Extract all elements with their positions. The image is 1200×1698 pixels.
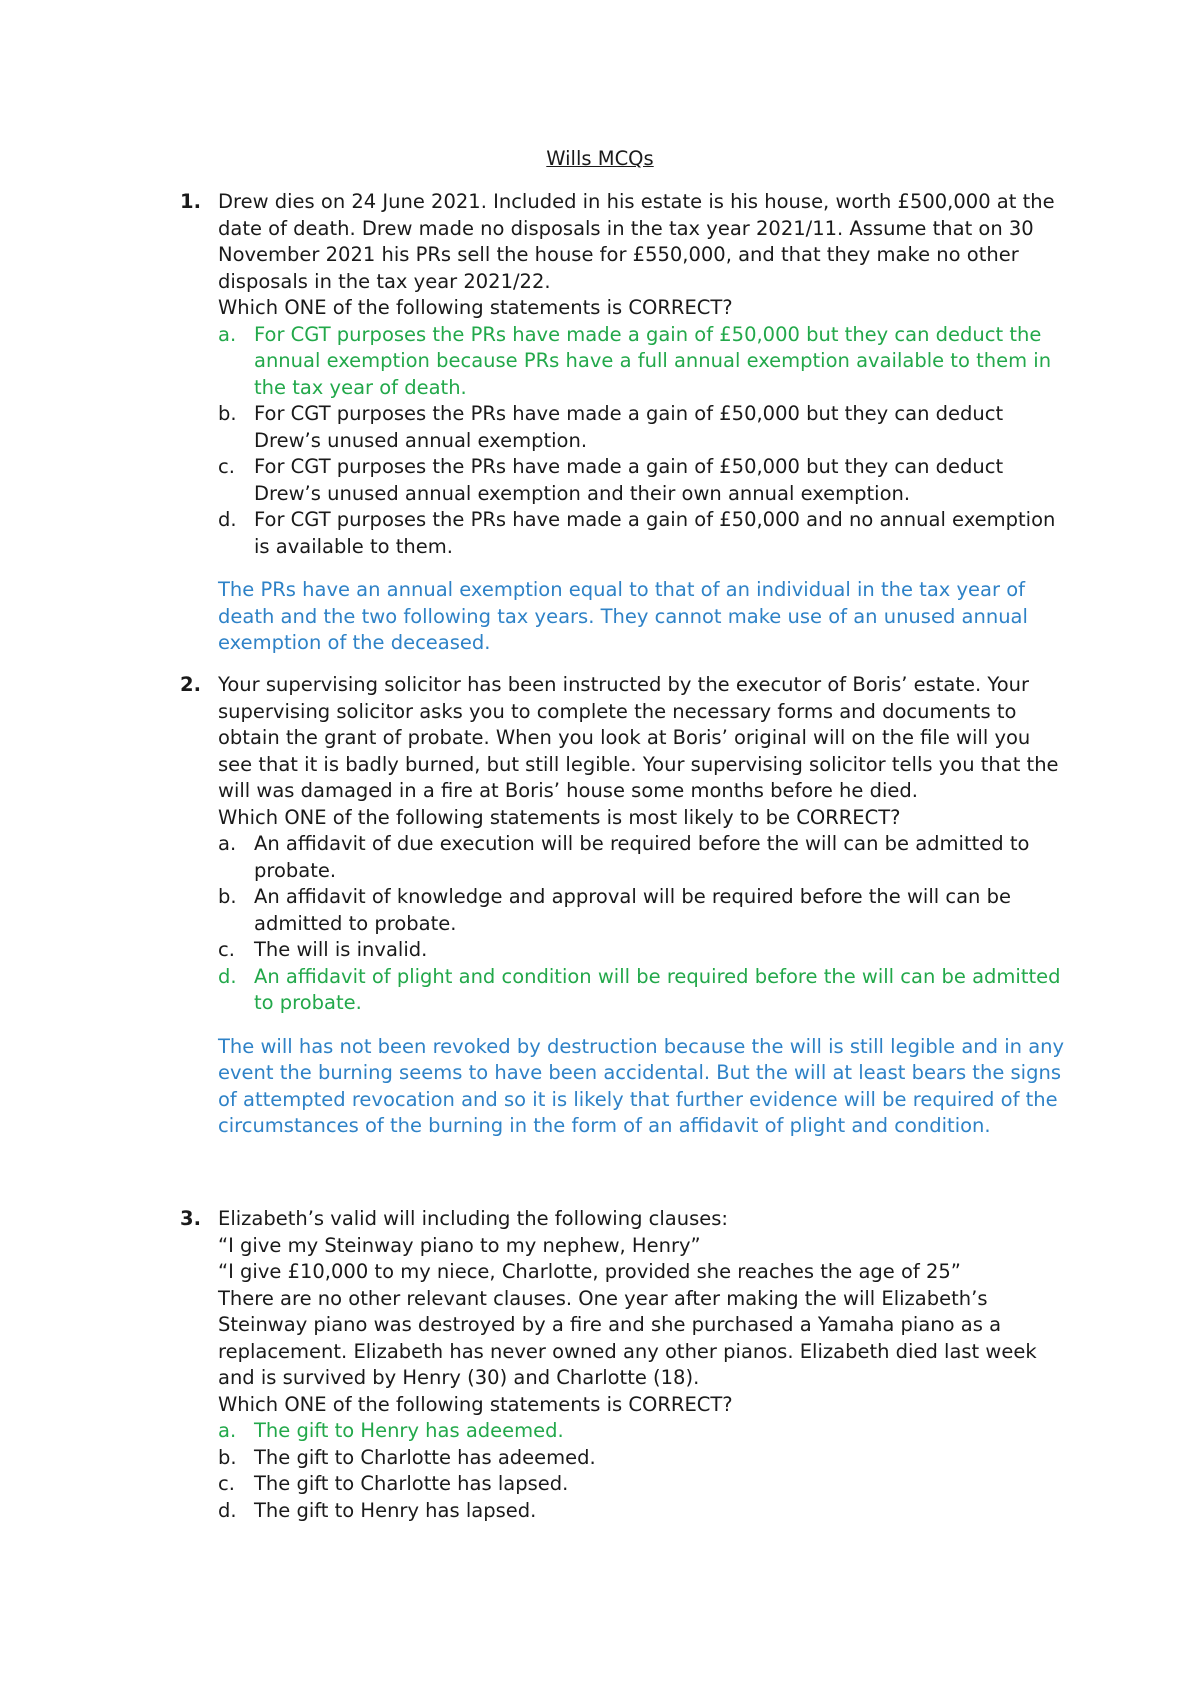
quoted-clause: “I give £10,000 to my niece, Charlotte, provided she reaches the age of 25”: [218, 1260, 961, 1283]
option-letter: d.: [218, 964, 237, 988]
option-letter: d.: [218, 1498, 237, 1522]
option-letter: a.: [218, 832, 237, 855]
option-text: An affidavit of due execution will be required before the will can be admitted to probate.: [254, 832, 1030, 882]
option-text: For CGT purposes the PRs have made a gain of £50,000 but they can deduct the annual exemption because PRs have a full annual exemption available to them in the tax year of death.: [254, 322, 1052, 399]
option-text: An affidavit of knowledge and approval will be required before the will can be admitted to probate.: [254, 885, 1011, 935]
option-text: The gift to Charlotte has lapsed.: [254, 1472, 569, 1495]
option-a-correct: [218, 1418, 1070, 1445]
question-body: [218, 672, 1070, 1140]
question-number: 3.: [180, 1207, 201, 1230]
option-a: [218, 831, 1070, 884]
page-title: Wills MCQs: [546, 147, 654, 170]
option-text: For CGT purposes the PRs have made a gain of £50,000 but they can deduct Drew’s unused annual exemption.: [254, 402, 1004, 452]
question-prompt: Which ONE of the following statements is CORRECT?: [218, 296, 733, 319]
option-list: [218, 1418, 1070, 1524]
question-prompt: Which ONE of the following statements is most likely to be CORRECT?: [218, 805, 901, 829]
question-stem: Drew dies on 24 June 2021. Included in his estate is his house, worth £500,000 at the date of death. Drew made no disposals in the tax year 2021/11. Assume that on 30 November 2021 his PRs sell the house for £550,000, and that they make no other disposals in the tax year 2021/22.: [218, 190, 1055, 293]
option-text: The gift to Henry has adeemed.: [254, 1419, 564, 1442]
question-body: [218, 189, 1070, 657]
option-text: The gift to Charlotte has adeemed.: [254, 1445, 596, 1469]
option-c: [218, 1471, 1070, 1498]
option-letter: d.: [218, 508, 237, 531]
option-letter: b.: [218, 1445, 237, 1469]
option-letter: a.: [218, 322, 237, 346]
option-letter: c.: [218, 1472, 235, 1495]
option-letter: a.: [218, 1419, 237, 1442]
option-text: For CGT purposes the PRs have made a gain of £50,000 but they can deduct Drew’s unused annual exemption and their own annual exemption.: [254, 455, 1004, 505]
option-c: [218, 454, 1070, 507]
option-text: The will is invalid.: [254, 938, 428, 961]
option-b: [218, 1445, 1070, 1472]
question-stem: Your supervising solicitor has been instructed by the executor of Boris’ estate. Your supervising solicitor asks you to complete the necessary forms and documents to obtain the grant of probate. When you look at Boris’ original will on the file will you see that it is badly burned, but still legible. Your supervising solicitor tells you that the will was damaged in a fire at Boris’ house some months before he died.: [218, 673, 1059, 802]
option-d-correct: [218, 964, 1070, 1017]
option-c: [218, 937, 1070, 964]
option-b: [218, 884, 1070, 937]
option-text: For CGT purposes the PRs have made a gain of £50,000 and no annual exemption is available to them.: [254, 508, 1056, 558]
option-b: [218, 401, 1070, 454]
quoted-clause: “I give my Steinway piano to my nephew, Henry”: [218, 1233, 701, 1257]
question-stem-line: There are no other relevant clauses. One year after making the will Elizabeth’s Steinway piano was destroyed by a fire and she purchased a Yamaha piano as a replacement. Elizabeth has never owned any other pianos. Elizabeth died last week and is survived by Henry (30) and Charlotte (18).: [218, 1286, 1043, 1389]
question-1: [180, 189, 1070, 657]
option-list: [218, 322, 1070, 561]
question-number: 1.: [180, 190, 201, 213]
question-number: 2.: [180, 673, 201, 696]
option-d: [218, 507, 1070, 560]
question-2: [180, 672, 1070, 1140]
question-body: [218, 1206, 1070, 1524]
option-letter: c.: [218, 455, 235, 478]
option-text: The gift to Henry has lapsed.: [254, 1498, 537, 1522]
question-3: [180, 1206, 1070, 1524]
option-letter: b.: [218, 402, 237, 425]
option-a-correct: [218, 322, 1070, 402]
option-list: [218, 831, 1070, 1017]
option-text: An affidavit of plight and condition will be required before the will can be admitted to probate.: [254, 964, 1061, 1014]
option-letter: b.: [218, 885, 237, 908]
option-letter: c.: [218, 938, 235, 961]
question-stem-line: Elizabeth’s valid will including the following clauses:: [218, 1207, 728, 1230]
option-d: [218, 1498, 1070, 1525]
question-prompt: Which ONE of the following statements is CORRECT?: [218, 1392, 733, 1416]
answer-explanation: The will has not been revoked by destruction because the will is still legible and in any event the burning seems to have been accidental. But the will at least bears the signs of attempted revocation and so it is likely that further evidence will be required of the circumstances of the burning in the form of an affidavit of plight and condition.: [218, 1034, 1065, 1137]
answer-explanation: The PRs have an annual exemption equal to that of an individual in the tax year of death and the two following tax years. They cannot make use of an unused annual exemption of the deceased.: [218, 578, 1028, 654]
